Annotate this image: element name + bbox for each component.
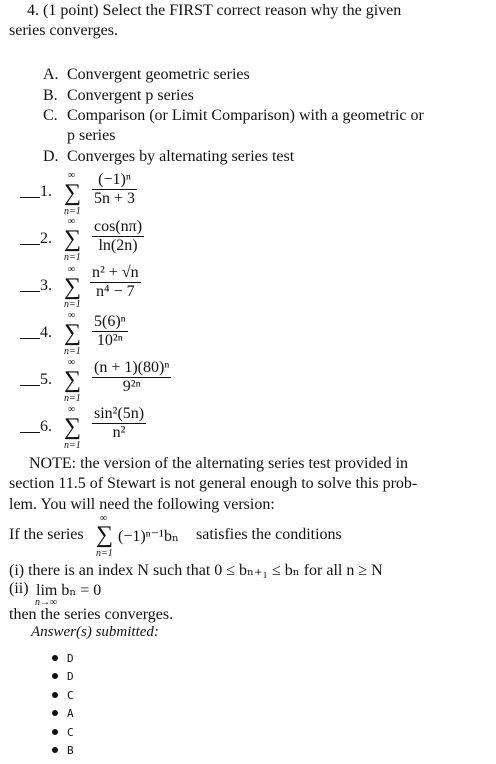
denominator: n² (92, 423, 146, 442)
question-line-2: series converges. (9, 22, 118, 39)
sum-upper: ∞ (68, 216, 76, 227)
answer-item: A (52, 707, 74, 720)
sum-lower: n=1 (64, 346, 81, 357)
series-fraction-1 (92, 171, 137, 208)
series-number: 2. (40, 230, 52, 247)
sigma-symbol: ∑ (96, 522, 114, 548)
sum-lower: n=1 (64, 252, 81, 263)
option-text: Convergent geometric series (67, 66, 250, 83)
answers-label: Answer(s) submitted: (31, 624, 159, 640)
series-row-4 (20, 324, 52, 342)
option-c-cont (43, 127, 115, 145)
option-a (43, 66, 250, 84)
sum-lower: n=1 (64, 393, 81, 404)
sum-lower: n=1 (96, 548, 113, 559)
option-key: B. (43, 87, 58, 104)
sigma-symbol: ∑ (64, 180, 82, 206)
limit-subscript: n→∞ (35, 597, 58, 608)
series-row-3 (20, 277, 52, 295)
sigma-symbol: ∑ (64, 226, 82, 252)
denominator: 10²ⁿ (92, 331, 128, 350)
answer-item: C (52, 726, 74, 739)
sum-upper: ∞ (68, 310, 76, 321)
option-d (43, 148, 294, 166)
sum-upper: ∞ (68, 404, 76, 415)
series-row-2 (20, 230, 52, 248)
option-c (43, 107, 424, 125)
answer-item: B (52, 744, 74, 757)
series-number: 6. (40, 418, 52, 435)
series-number: 4. (40, 324, 52, 341)
sum-lower: n=1 (64, 440, 81, 451)
sigma-symbol: ∑ (64, 320, 82, 346)
series-number: 1. (40, 183, 52, 200)
series-number: 3. (40, 277, 52, 294)
series-number: 5. (40, 371, 52, 388)
note-line-3: lem. You will need the following version: (9, 496, 275, 513)
option-key: C. (43, 107, 58, 124)
sum-upper: ∞ (68, 357, 76, 368)
series-fraction-6 (92, 405, 146, 442)
numerator: (n + 1)(80)ⁿ (94, 359, 170, 376)
sigma-symbol: ∑ (64, 367, 82, 393)
option-text: Converges by alternating series test (67, 148, 295, 165)
answer-blank (20, 230, 40, 245)
numerator: (−1)ⁿ (98, 171, 131, 188)
answer-item: D (52, 670, 74, 683)
series-row-5 (20, 371, 52, 389)
option-key: D. (43, 148, 59, 165)
condition-ii-label: (ii) (9, 580, 29, 597)
option-text: p series (67, 127, 116, 144)
sum-upper: ∞ (100, 513, 108, 524)
numerator: 5(6)ⁿ (94, 313, 126, 330)
conclusion: then the series converges. (9, 606, 174, 623)
sum-upper: ∞ (68, 170, 76, 181)
option-key: A. (43, 66, 59, 83)
answer-blank (20, 418, 40, 433)
answer-blank (20, 371, 40, 386)
series-row-1 (20, 183, 52, 201)
numerator: n² + √n (92, 264, 139, 281)
series-fraction-4 (92, 313, 128, 350)
series-fraction-3 (90, 264, 141, 301)
condition-suffix: satisfies the conditions (196, 526, 342, 543)
series-row-6 (20, 418, 52, 436)
note-line-2: section 11.5 of Stewart is not general enough to solve this prob- (9, 475, 418, 492)
answer-item: D (52, 652, 74, 665)
series-fraction-5 (92, 359, 171, 396)
note-line-1: NOTE: the version of the alternating series test provided in (29, 455, 409, 472)
option-text: Convergent p series (67, 87, 194, 104)
answer-blank (20, 324, 40, 339)
denominator: ln(2n) (92, 236, 144, 255)
answer-blank (20, 183, 40, 198)
denominator: 9²ⁿ (92, 377, 171, 396)
answer-blank (20, 277, 40, 292)
option-text: Comparison (or Limit Comparison) with a geometric or (67, 107, 424, 124)
numerator: sin²(5n) (94, 405, 145, 422)
sigma-symbol: ∑ (64, 274, 82, 300)
condition-i: (i) there is an index N such that 0 ≤ bₙ₊₁ ≤ bₙ for all n ≥ N (9, 562, 383, 579)
answer-item: C (52, 689, 74, 702)
option-b (43, 87, 194, 105)
question-line-1: 4. (1 point) Select the FIRST correct reason why the given (27, 2, 402, 19)
denominator: n⁴ − 7 (90, 282, 141, 301)
sum-lower: n=1 (64, 206, 81, 217)
condition-prefix: If the series (9, 526, 84, 543)
sum-lower: n=1 (64, 299, 81, 310)
numerator: cos(nπ) (94, 218, 143, 235)
denominator: 5n + 3 (94, 190, 136, 207)
sum-upper: ∞ (68, 264, 76, 275)
sigma-symbol: ∑ (64, 414, 82, 440)
condition-ii-limit: lim bₙ = 0 (36, 582, 102, 599)
condition-expression: (−1)ⁿ⁻¹bₙ (118, 528, 179, 545)
series-fraction-2 (92, 218, 144, 255)
